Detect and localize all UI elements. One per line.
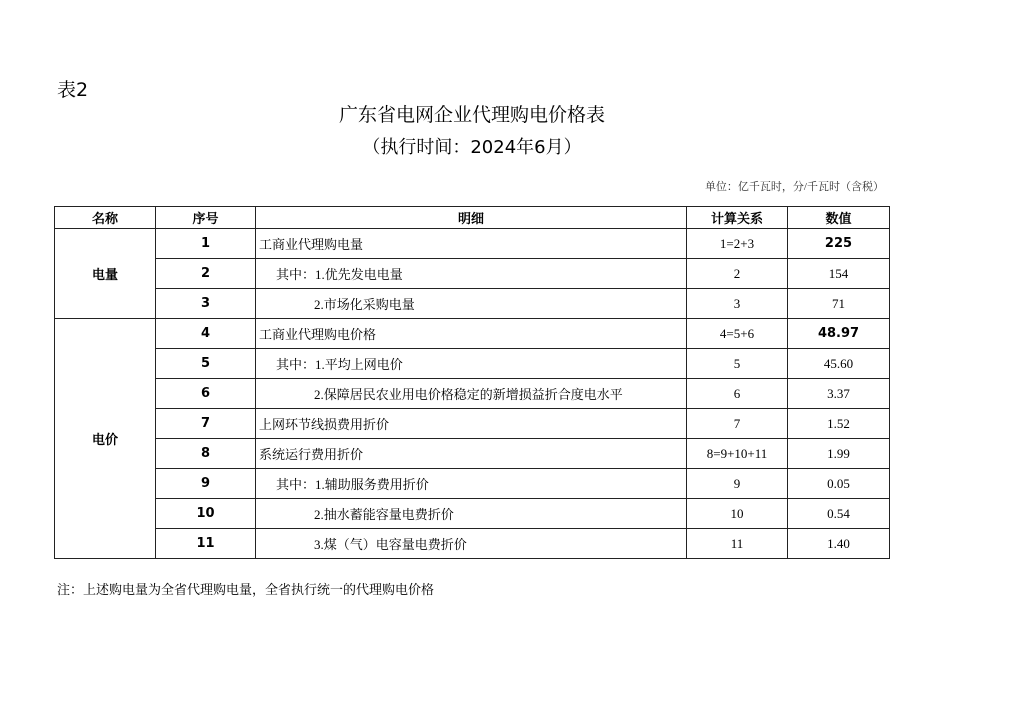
unit-note: 单位：亿千瓦时，分/千瓦时（含税） bbox=[704, 181, 884, 193]
row-number: 6 bbox=[156, 379, 256, 409]
footnote: 注：上述购电量为全省代理购电量，全省执行统一的代理购电价格 bbox=[57, 582, 435, 597]
table-header-row bbox=[55, 207, 890, 229]
header-relation: 计算关系 bbox=[687, 207, 788, 229]
row-number: 8 bbox=[156, 439, 256, 469]
row-number: 3 bbox=[156, 289, 256, 319]
row-value: 1.99 bbox=[788, 439, 890, 469]
row-relation: 11 bbox=[687, 529, 788, 559]
row-relation: 8=9+10+11 bbox=[687, 439, 788, 469]
row-relation: 4=5+6 bbox=[687, 319, 788, 349]
row-detail: 工商业代理购电价格 bbox=[256, 319, 687, 349]
group-name: 电价 bbox=[55, 319, 156, 559]
table-label: 表2 bbox=[57, 79, 89, 101]
table-row bbox=[55, 319, 890, 349]
row-value: 45.60 bbox=[788, 349, 890, 379]
row-number: 10 bbox=[156, 499, 256, 529]
row-relation: 9 bbox=[687, 469, 788, 499]
header-no: 序号 bbox=[156, 207, 256, 229]
header-name: 名称 bbox=[55, 207, 156, 229]
row-relation: 6 bbox=[687, 379, 788, 409]
row-relation: 2 bbox=[687, 259, 788, 289]
row-relation: 5 bbox=[687, 349, 788, 379]
page-subtitle: （执行时间：2024年6月） bbox=[362, 137, 582, 158]
table-row bbox=[55, 229, 890, 259]
table-row bbox=[55, 439, 890, 469]
row-detail: 工商业代理购电量 bbox=[256, 229, 687, 259]
row-value: 3.37 bbox=[788, 379, 890, 409]
page-title: 广东省电网企业代理购电价格表 bbox=[338, 104, 605, 126]
row-number: 2 bbox=[156, 259, 256, 289]
table-row bbox=[55, 499, 890, 529]
row-detail: 上网环节线损费用折价 bbox=[256, 409, 687, 439]
row-value: 0.05 bbox=[788, 469, 890, 499]
table-row bbox=[55, 409, 890, 439]
row-number: 7 bbox=[156, 409, 256, 439]
table-row bbox=[55, 259, 890, 289]
row-detail: 其中：1.辅助服务费用折价 bbox=[256, 469, 687, 499]
row-relation: 7 bbox=[687, 409, 788, 439]
row-detail: 2.保障居民农业用电价格稳定的新增损益折合度电水平 bbox=[256, 379, 687, 409]
row-value: 48.97 bbox=[788, 319, 890, 349]
row-value: 1.52 bbox=[788, 409, 890, 439]
row-detail: 3.煤（气）电容量电费折价 bbox=[256, 529, 687, 559]
table-row bbox=[55, 529, 890, 559]
row-detail: 其中：1.平均上网电价 bbox=[256, 349, 687, 379]
table-row bbox=[55, 379, 890, 409]
row-detail: 2.抽水蓄能容量电费折价 bbox=[256, 499, 687, 529]
group-name: 电量 bbox=[55, 229, 156, 319]
row-detail: 系统运行费用折价 bbox=[256, 439, 687, 469]
price-table bbox=[54, 206, 890, 559]
row-detail: 2.市场化采购电量 bbox=[256, 289, 687, 319]
row-value: 1.40 bbox=[788, 529, 890, 559]
row-detail: 其中：1.优先发电电量 bbox=[256, 259, 687, 289]
row-number: 1 bbox=[156, 229, 256, 259]
table-row bbox=[55, 349, 890, 379]
header-detail: 明细 bbox=[256, 207, 687, 229]
row-value: 0.54 bbox=[788, 499, 890, 529]
row-number: 9 bbox=[156, 469, 256, 499]
row-value: 71 bbox=[788, 289, 890, 319]
row-relation: 3 bbox=[687, 289, 788, 319]
header-value: 数值 bbox=[788, 207, 890, 229]
row-relation: 1=2+3 bbox=[687, 229, 788, 259]
row-value: 225 bbox=[788, 229, 890, 259]
row-value: 154 bbox=[788, 259, 890, 289]
table-row bbox=[55, 469, 890, 499]
row-number: 5 bbox=[156, 349, 256, 379]
row-number: 11 bbox=[156, 529, 256, 559]
table-row bbox=[55, 289, 890, 319]
row-relation: 10 bbox=[687, 499, 788, 529]
row-number: 4 bbox=[156, 319, 256, 349]
